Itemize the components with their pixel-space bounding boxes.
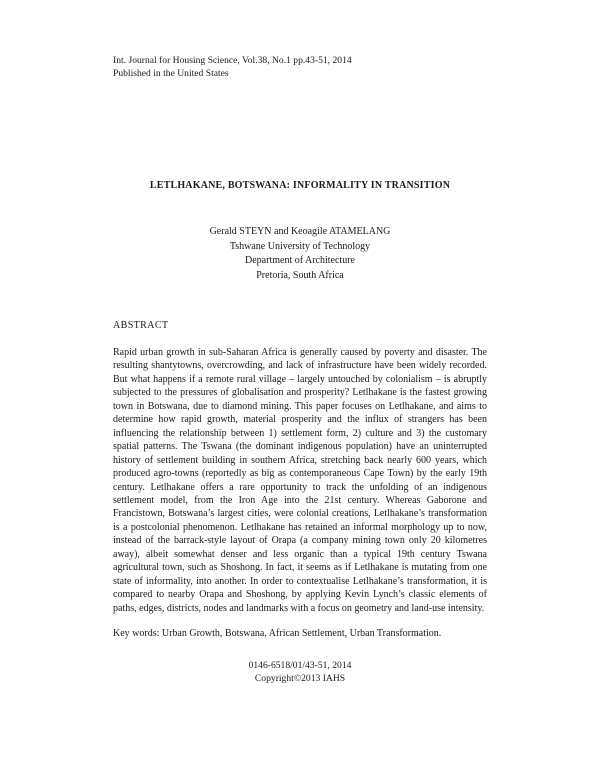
authors: Gerald STEYN and Keoagile ATAMELANG: [209, 226, 391, 237]
abstract-body: Rapid urban growth in sub-Saharan Africa is generally caused by poverty and disaster. The resulting shantytowns, overcrowding, and lack of infrastructure have been widely recorded. But what happens if a remote rural village – largely untouched by colonialism – is abruptly subjected to the pressures of globalisation and prosperity? Letlhakane is the fastest growing town in Botswana, due to diamond mining. This paper focuses on Letlhakane, and aims to determine how rapid growth, material prosperity and the influx of strangers has been influencing the relationship between 1) settlement form, 2) culture and 3) the customary spatial patterns. The Tswana (the dominant indigenous population) have an uninterrupted history of settlement building in southern Africa, stretching back nearly 600 years, which produced agro-towns (reportedly as big as contemporaneous Cape Town) by the early 19th century. Letlhakane offers a rare opportunity to track the unfolding of an indigenous settlement model, from the Iron Age into the 21st century. Whereas Gaborone and Francistown, Botswana’s largest cities, were colonial creations, Letlhakane’s transformation is a postcolonial phenomenon. Letlhakane has retained an informal morphology up to now, instead of the barrack-style layout of Orapa (a company mining town only 20 kilometres away), albeit somewhat denser and less organic than a typical 19th century Tswana agricultural town, such as Shoshong. In fact, it seems as if Letlhakane is mutating from one state of informality, into another. In order to contextualise Letlhakane’s transformation, it is compared to nearby Orapa and Shoshong, by applying Kevin Lynch’s classic elements of paths, edges, districts, nodes and landmarks with a focus on geometry and land-use intensity.: [113, 347, 487, 614]
citation-line: Int. Journal for Housing Science, Vol.38, No.1 pp.43-51, 2014: [113, 55, 352, 66]
keywords: Key words: Urban Growth, Botswana, African Settlement, Urban Transformation.: [113, 628, 442, 639]
footer: [0, 659, 600, 685]
institution: Tshwane University of Technology: [229, 240, 371, 252]
location: Pretoria, South Africa: [256, 269, 344, 281]
copyright: Copyright©2013 IAHS: [254, 673, 346, 684]
author-block: [0, 225, 600, 283]
journal-citation: [113, 54, 352, 80]
issn-code: 0146-6518/01/43-51, 2014: [248, 660, 352, 671]
abstract-heading: ABSTRACT: [113, 320, 169, 331]
paper-title: LETLHAKANE, BOTSWANA: INFORMALITY IN TRANSITION: [149, 180, 451, 191]
department: Department of Architecture: [245, 255, 355, 266]
published-line: Published in the United States: [113, 68, 229, 79]
